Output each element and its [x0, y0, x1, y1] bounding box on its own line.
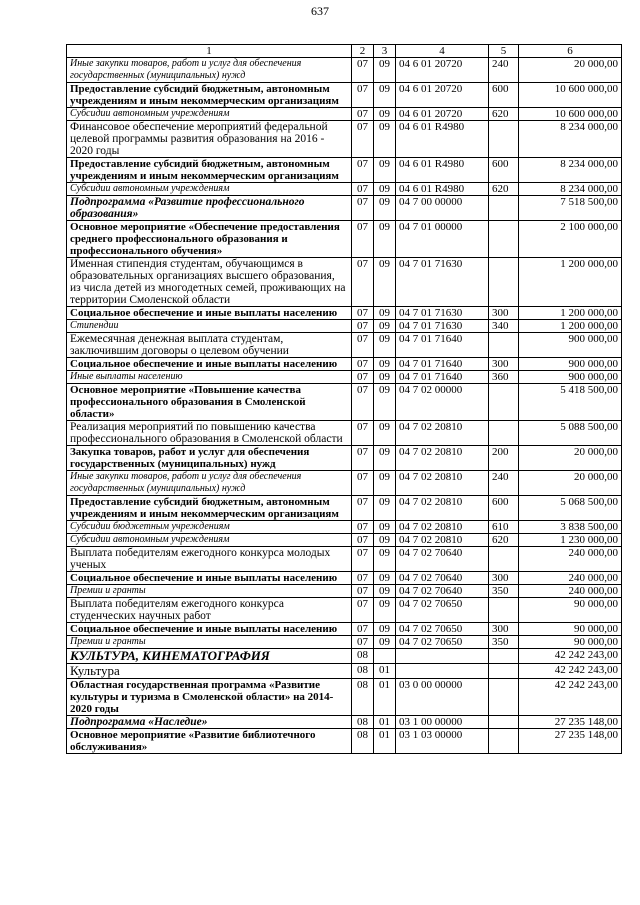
subsection-code: 01 — [374, 664, 396, 679]
amount: 90 000,00 — [519, 598, 622, 623]
target-article-code: 04 6 01 R4980 — [396, 158, 489, 183]
amount: 8 234 000,00 — [519, 183, 622, 196]
table-body — [67, 58, 622, 754]
expense-type-code: 620 — [489, 108, 519, 121]
table-row — [67, 333, 622, 358]
row-name: Социальное обеспечение и иные выплаты населению — [67, 572, 352, 585]
target-article-code: 03 1 00 00000 — [396, 716, 489, 729]
table-row — [67, 183, 622, 196]
table-row — [67, 521, 622, 534]
expense-type-code: 600 — [489, 496, 519, 521]
expense-type-code: 360 — [489, 371, 519, 384]
expense-type-code — [489, 649, 519, 664]
row-name: Подпрограмма «Наследие» — [67, 716, 352, 729]
section-code: 07 — [352, 258, 374, 307]
target-article-code: 04 7 00 00000 — [396, 196, 489, 221]
section-code: 07 — [352, 471, 374, 496]
amount: 1 200 000,00 — [519, 307, 622, 320]
section-code: 07 — [352, 623, 374, 636]
subsection-code: 09 — [374, 108, 396, 121]
target-article-code: 04 7 01 71640 — [396, 371, 489, 384]
subsection-code — [374, 649, 396, 664]
column-header: 6 — [519, 45, 622, 58]
table-row — [67, 623, 622, 636]
section-code: 08 — [352, 679, 374, 716]
row-name: Закупка товаров, работ и услуг для обеспечения государственных (муниципальных) нужд — [67, 446, 352, 471]
table-row — [67, 221, 622, 258]
subsection-code: 09 — [374, 623, 396, 636]
table-row — [67, 534, 622, 547]
row-name: Социальное обеспечение и иные выплаты населению — [67, 358, 352, 371]
row-name: Основное мероприятие «Обеспечение предоставления среднего профессионального образования и профессионального обучения» — [67, 221, 352, 258]
expense-type-code — [489, 221, 519, 258]
row-name: Финансовое обеспечение мероприятий федеральной целевой программы развития образования на 2016 - 2020 годы — [67, 121, 352, 158]
section-code: 07 — [352, 585, 374, 598]
expense-type-code: 350 — [489, 585, 519, 598]
expense-type-code: 350 — [489, 636, 519, 649]
column-header: 1 — [67, 45, 352, 58]
target-article-code: 03 1 03 00000 — [396, 729, 489, 754]
table-row — [67, 158, 622, 183]
subsection-code: 01 — [374, 679, 396, 716]
subsection-code: 09 — [374, 446, 396, 471]
table-row — [67, 716, 622, 729]
subsection-code: 09 — [374, 158, 396, 183]
subsection-code: 01 — [374, 716, 396, 729]
table-row — [67, 307, 622, 320]
target-article-code: 04 6 01 R4980 — [396, 121, 489, 158]
row-name: Подпрограмма «Развитие профессионального образования» — [67, 196, 352, 221]
row-name: Субсидии автономным учреждениям — [67, 183, 352, 196]
target-article-code: 04 6 01 20720 — [396, 83, 489, 108]
expense-type-code — [489, 664, 519, 679]
expense-type-code: 300 — [489, 358, 519, 371]
expense-type-code: 600 — [489, 158, 519, 183]
amount: 240 000,00 — [519, 585, 622, 598]
expense-type-code: 300 — [489, 572, 519, 585]
section-code: 07 — [352, 521, 374, 534]
subsection-code: 09 — [374, 121, 396, 158]
section-code: 07 — [352, 333, 374, 358]
expense-type-code — [489, 333, 519, 358]
section-code: 07 — [352, 534, 374, 547]
expense-type-code: 620 — [489, 183, 519, 196]
section-code: 07 — [352, 320, 374, 333]
target-article-code: 04 7 01 71640 — [396, 358, 489, 371]
expense-type-code — [489, 258, 519, 307]
row-name: Именная стипендия студентам, обучающимся в образовательных организациях высшего образования, из числа детей из многодетных семей, проживающих на территории Смоленской области — [67, 258, 352, 307]
table-header-row — [67, 45, 622, 58]
target-article-code: 04 7 02 70650 — [396, 636, 489, 649]
amount: 27 235 148,00 — [519, 729, 622, 754]
row-name: Социальное обеспечение и иные выплаты населению — [67, 307, 352, 320]
section-code: 08 — [352, 664, 374, 679]
amount: 90 000,00 — [519, 623, 622, 636]
table-row — [67, 649, 622, 664]
row-name: Субсидии автономным учреждениям — [67, 108, 352, 121]
row-name: Социальное обеспечение и иные выплаты населению — [67, 623, 352, 636]
row-name: Субсидии автономным учреждениям — [67, 534, 352, 547]
table-row — [67, 572, 622, 585]
row-name: Основное мероприятие «Повышение качества профессионального образования в Смоленской области» — [67, 384, 352, 421]
target-article-code: 04 7 01 00000 — [396, 221, 489, 258]
amount: 20 000,00 — [519, 446, 622, 471]
page-number: 637 — [311, 4, 329, 18]
column-header: 3 — [374, 45, 396, 58]
amount: 27 235 148,00 — [519, 716, 622, 729]
row-name: Премии и гранты — [67, 585, 352, 598]
target-article-code: 04 7 02 70650 — [396, 623, 489, 636]
target-article-code: 04 7 01 71630 — [396, 258, 489, 307]
expense-type-code: 240 — [489, 471, 519, 496]
target-article-code: 04 7 02 70640 — [396, 572, 489, 585]
row-name: Иные выплаты населению — [67, 371, 352, 384]
expense-type-code — [489, 598, 519, 623]
table-row — [67, 196, 622, 221]
amount: 1 230 000,00 — [519, 534, 622, 547]
subsection-code: 09 — [374, 83, 396, 108]
expense-type-code — [489, 547, 519, 572]
expense-type-code: 610 — [489, 521, 519, 534]
amount: 8 234 000,00 — [519, 158, 622, 183]
column-header: 2 — [352, 45, 374, 58]
expense-type-code — [489, 729, 519, 754]
section-code: 07 — [352, 221, 374, 258]
subsection-code: 09 — [374, 371, 396, 384]
subsection-code: 09 — [374, 585, 396, 598]
amount: 42 242 243,00 — [519, 649, 622, 664]
section-code: 07 — [352, 636, 374, 649]
subsection-code: 09 — [374, 320, 396, 333]
expense-type-code — [489, 196, 519, 221]
table-row — [67, 547, 622, 572]
amount: 1 200 000,00 — [519, 258, 622, 307]
table-row — [67, 83, 622, 108]
subsection-code: 09 — [374, 496, 396, 521]
table-row — [67, 664, 622, 679]
section-code: 07 — [352, 307, 374, 320]
table-row — [67, 446, 622, 471]
subsection-code: 09 — [374, 307, 396, 320]
target-article-code: 04 7 02 20810 — [396, 421, 489, 446]
amount: 10 600 000,00 — [519, 83, 622, 108]
table-row — [67, 384, 622, 421]
amount: 20 000,00 — [519, 471, 622, 496]
section-code: 07 — [352, 358, 374, 371]
section-code: 07 — [352, 58, 374, 83]
row-name: Ежемесячная денежная выплата студентам, заключившим договоры о целевом обучении — [67, 333, 352, 358]
subsection-code: 09 — [374, 258, 396, 307]
target-article-code: 04 7 02 70640 — [396, 585, 489, 598]
table-row — [67, 729, 622, 754]
subsection-code: 09 — [374, 572, 396, 585]
column-header: 5 — [489, 45, 519, 58]
table-row — [67, 258, 622, 307]
section-code: 07 — [352, 547, 374, 572]
target-article-code: 04 7 01 71630 — [396, 307, 489, 320]
amount: 20 000,00 — [519, 58, 622, 83]
amount: 7 518 500,00 — [519, 196, 622, 221]
amount: 240 000,00 — [519, 547, 622, 572]
amount: 900 000,00 — [519, 333, 622, 358]
table-row — [67, 58, 622, 83]
target-article-code: 04 7 02 70640 — [396, 547, 489, 572]
row-name: Реализация мероприятий по повышению качества профессионального образования в Смоленской области — [67, 421, 352, 446]
amount: 5 088 500,00 — [519, 421, 622, 446]
section-code: 07 — [352, 83, 374, 108]
expense-type-code: 620 — [489, 534, 519, 547]
section-code: 07 — [352, 496, 374, 521]
subsection-code: 09 — [374, 471, 396, 496]
expense-type-code — [489, 421, 519, 446]
subsection-code: 09 — [374, 221, 396, 258]
expense-type-code — [489, 121, 519, 158]
amount: 10 600 000,00 — [519, 108, 622, 121]
row-name: Премии и гранты — [67, 636, 352, 649]
subsection-code: 09 — [374, 636, 396, 649]
table-row — [67, 358, 622, 371]
section-code: 07 — [352, 384, 374, 421]
target-article-code: 04 6 01 20720 — [396, 58, 489, 83]
subsection-code: 09 — [374, 196, 396, 221]
table-row — [67, 371, 622, 384]
amount: 2 100 000,00 — [519, 221, 622, 258]
amount: 90 000,00 — [519, 636, 622, 649]
table-row — [67, 598, 622, 623]
row-name: Выплата победителям ежегодного конкурса студенческих научных работ — [67, 598, 352, 623]
subsection-code: 09 — [374, 534, 396, 547]
amount: 8 234 000,00 — [519, 121, 622, 158]
row-name: Иные закупки товаров, работ и услуг для обеспечения государственных (муниципальных) нужд — [67, 58, 352, 83]
target-article-code: 04 7 02 70650 — [396, 598, 489, 623]
section-code: 08 — [352, 716, 374, 729]
table-row — [67, 471, 622, 496]
section-code: 07 — [352, 121, 374, 158]
amount: 3 838 500,00 — [519, 521, 622, 534]
amount: 900 000,00 — [519, 358, 622, 371]
row-name: КУЛЬТУРА, КИНЕМАТОГРАФИЯ — [67, 649, 352, 664]
target-article-code: 04 7 01 71640 — [396, 333, 489, 358]
section-code: 07 — [352, 196, 374, 221]
amount: 5 418 500,00 — [519, 384, 622, 421]
subsection-code: 09 — [374, 384, 396, 421]
subsection-code: 09 — [374, 598, 396, 623]
amount: 240 000,00 — [519, 572, 622, 585]
section-code: 07 — [352, 572, 374, 585]
target-article-code: 04 6 01 R4980 — [396, 183, 489, 196]
expense-type-code: 340 — [489, 320, 519, 333]
table-row — [67, 636, 622, 649]
subsection-code: 01 — [374, 729, 396, 754]
target-article-code: 04 6 01 20720 — [396, 108, 489, 121]
table-row — [67, 121, 622, 158]
row-name: Предоставление субсидий бюджетным, автономным учреждениям и иным некоммерческим организациям — [67, 496, 352, 521]
table-row — [67, 421, 622, 446]
amount: 900 000,00 — [519, 371, 622, 384]
section-code: 07 — [352, 421, 374, 446]
budget-table — [66, 44, 622, 754]
section-code: 07 — [352, 158, 374, 183]
target-article-code: 04 7 02 20810 — [396, 496, 489, 521]
amount: 1 200 000,00 — [519, 320, 622, 333]
row-name: Основное мероприятие «Развитие библиотечного обслуживания» — [67, 729, 352, 754]
row-name: Стипендии — [67, 320, 352, 333]
section-code: 07 — [352, 446, 374, 471]
expense-type-code: 300 — [489, 307, 519, 320]
section-code: 08 — [352, 649, 374, 664]
subsection-code: 09 — [374, 333, 396, 358]
row-name: Областная государственная программа «Развитие культуры и туризма в Смоленской области» на 2014-2020 годы — [67, 679, 352, 716]
row-name: Субсидии бюджетным учреждениям — [67, 521, 352, 534]
section-code: 07 — [352, 598, 374, 623]
target-article-code: 03 0 00 00000 — [396, 679, 489, 716]
expense-type-code: 300 — [489, 623, 519, 636]
amount: 42 242 243,00 — [519, 679, 622, 716]
target-article-code: 04 7 02 20810 — [396, 534, 489, 547]
expense-type-code: 240 — [489, 58, 519, 83]
subsection-code: 09 — [374, 421, 396, 446]
table-row — [67, 679, 622, 716]
table-row — [67, 320, 622, 333]
subsection-code: 09 — [374, 183, 396, 196]
section-code: 07 — [352, 371, 374, 384]
expense-type-code: 600 — [489, 83, 519, 108]
target-article-code: 04 7 02 20810 — [396, 471, 489, 496]
section-code: 07 — [352, 108, 374, 121]
row-name: Иные закупки товаров, работ и услуг для обеспечения государственных (муниципальных) нужд — [67, 471, 352, 496]
table-row — [67, 585, 622, 598]
subsection-code: 09 — [374, 58, 396, 83]
subsection-code: 09 — [374, 521, 396, 534]
expense-type-code — [489, 716, 519, 729]
table-row — [67, 108, 622, 121]
target-article-code — [396, 649, 489, 664]
target-article-code: 04 7 02 20810 — [396, 446, 489, 471]
section-code: 08 — [352, 729, 374, 754]
target-article-code: 04 7 02 00000 — [396, 384, 489, 421]
row-name: Культура — [67, 664, 352, 679]
target-article-code: 04 7 02 20810 — [396, 521, 489, 534]
target-article-code — [396, 664, 489, 679]
subsection-code: 09 — [374, 547, 396, 572]
row-name: Предоставление субсидий бюджетным, автономным учреждениям и иным некоммерческим организациям — [67, 83, 352, 108]
column-header: 4 — [396, 45, 489, 58]
expense-type-code — [489, 679, 519, 716]
table-row — [67, 496, 622, 521]
target-article-code: 04 7 01 71630 — [396, 320, 489, 333]
amount: 42 242 243,00 — [519, 664, 622, 679]
subsection-code: 09 — [374, 358, 396, 371]
expense-type-code — [489, 384, 519, 421]
section-code: 07 — [352, 183, 374, 196]
row-name: Выплата победителям ежегодного конкурса молодых ученых — [67, 547, 352, 572]
amount: 5 068 500,00 — [519, 496, 622, 521]
expense-type-code: 200 — [489, 446, 519, 471]
row-name: Предоставление субсидий бюджетным, автономным учреждениям и иным некоммерческим организациям — [67, 158, 352, 183]
